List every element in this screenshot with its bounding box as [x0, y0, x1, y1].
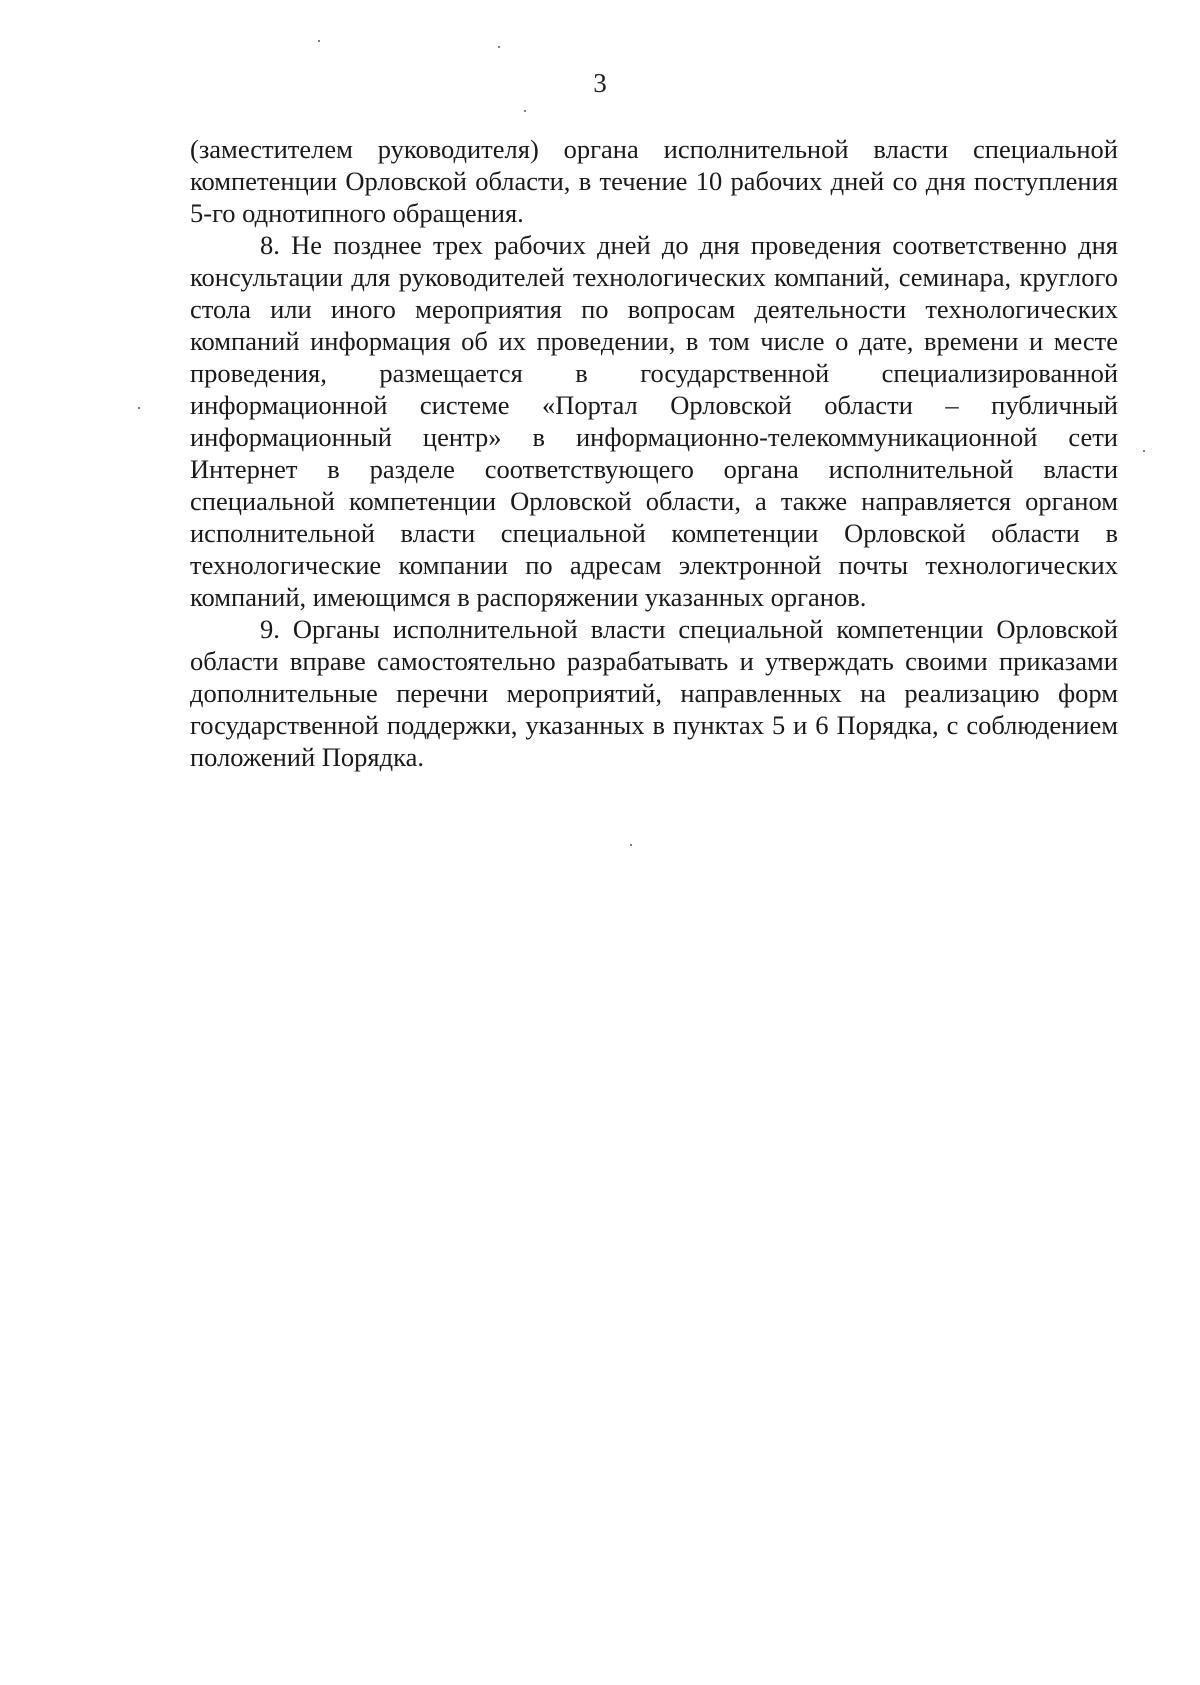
scan-speck: [498, 46, 500, 48]
paragraph-item-9: 9. Органы исполнительной власти специальной компетенции Орловской области вправе самостоятельно разрабатывать и утверждать своими приказами дополнительные перечни мероприятий, направленных на реализацию форм государственной поддержки, указанных в пунктах 5 и 6 Порядка, с соблюдением положений Порядка.: [190, 614, 1118, 772]
scan-speck: [318, 40, 320, 42]
scan-speck: [1143, 450, 1145, 452]
document-body: [190, 133, 1118, 773]
scan-speck: [138, 407, 140, 409]
scan-speck: [630, 844, 632, 846]
paragraph-continuation: (заместителем руководителя) органа исполнительной власти специальной компетенции Орловской области, в течение 10 рабочих дней со дня поступления 5-го однотипного обращения.: [190, 134, 1118, 228]
paragraph-item-8: 8. Не позднее трех рабочих дней до дня проведения соответственно дня консультации для руководителей технологических компаний, семинара, круглого стола или иного мероприятия по вопросам деятельности технологических компаний информация об их проведении, в том числе о дате, времени и месте проведения, размещается в государственной специализированной информационной системе «Портал Орловской области – публичный информационный центр» в информационно-телекоммуникационной сети Интернет в разделе соответствующего органа исполнительной власти специальной компетенции Орловской области, а также направляется органом исполнительной власти специальной компетенции Орловской области в технологические компании по адресам электронной почты технологических компаний, имеющимся в распоряжении указанных органов.: [190, 230, 1118, 612]
page-number: 3: [593, 68, 607, 98]
scan-speck: [524, 110, 526, 112]
